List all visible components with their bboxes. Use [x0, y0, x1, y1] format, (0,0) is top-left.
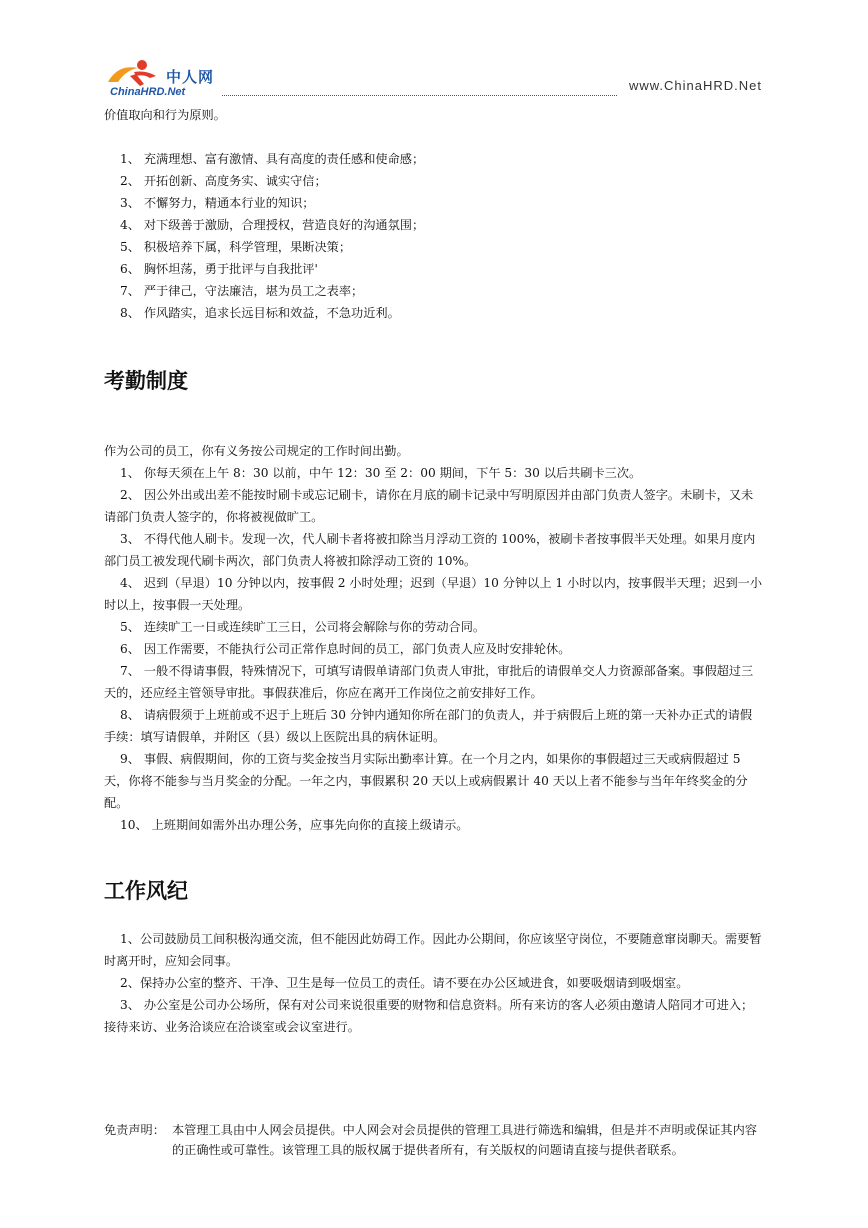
list-item: 3、 不得代他人刷卡。发现一次，代人刷卡者将被扣除当月浮动工资的 100%，被刷卡者按事假半天处理。如果月度内部门员工被发现代刷卡两次，部门负责人将被扣除浮动工资的 10%。	[104, 532, 756, 568]
list-item: 1、 你每天须在上午 8：30 以前，中午 12：30 至 2：00 期间，下午 5：30 以后共刷卡三次。	[120, 466, 642, 480]
disclaimer-text: 本管理工具由中人网会员提供。中人网会对会员提供的管理工具进行筛选和编辑，但是并不声明或保证其内容的正确性或可靠性。该管理工具的版权属于提供者所有，有关版权的问题请直接与提供者联系。	[172, 1123, 757, 1157]
discipline-list	[104, 928, 764, 1038]
list-item: 4、 对下级善于激励，合理授权，营造良好的沟通氛围；	[120, 218, 425, 232]
attendance-list	[104, 462, 764, 836]
list-item: 3、 办公室是公司办公场所，保有对公司来说很重要的财物和信息资料。所有来访的客人必须由邀请人陪同才可进入；接待来访、业务洽谈应在洽谈室或会议室进行。	[104, 998, 754, 1034]
list-item: 8、 作风踏实，追求长远目标和效益，不急功近利。	[120, 306, 400, 320]
disclaimer-label: 免责声明：	[104, 1123, 165, 1137]
list-item: 1、公司鼓励员工间积极沟通交流，但不能因此妨碍工作。因此办公期间，你应该坚守岗位，不要随意窜岗聊天。需要暂时离开时，应知会同事。	[104, 932, 762, 968]
logo-figure-icon	[104, 58, 164, 88]
chinahrd-logo	[104, 58, 234, 100]
logo-chinese-text: 中人网	[166, 68, 215, 86]
list-item: 2、 开拓创新、高度务实、诚实守信；	[120, 174, 327, 188]
header-dotted-rule	[222, 95, 617, 96]
attendance-lead: 作为公司的员工，你有义务按公司规定的工作时间出勤。	[104, 444, 409, 458]
list-item: 4、 迟到（早退）10 分钟以内，按事假 2 小时处理；迟到（早退）10 分钟以上 1 小时以内，按事假半天理；迟到一小时以上，按事假一天处理。	[104, 576, 763, 612]
disclaimer	[104, 1120, 768, 1160]
list-item: 8、 请病假须于上班前或不迟于上班后 30 分钟内通知你所在部门的负责人，并于病假后上班的第一天补办正式的请假手续：填写请假单，并附区（县）级以上医院出具的病休证明。	[104, 708, 753, 744]
list-item: 5、 积极培养下属，科学管理，果断决策；	[120, 240, 352, 254]
list-item: 1、 充满理想、富有激情、具有高度的责任感和使命感；	[120, 152, 425, 166]
list-item: 5、 连续旷工一日或连续旷工三日，公司将会解除与你的劳动合同。	[120, 620, 486, 634]
list-item: 2、 因公外出或出差不能按时刷卡或忘记刷卡，请你在月底的刷卡记录中写明原因并由部门负责人签字。未刷卡，又未请部门负责人签字的，你将被视做旷工。	[104, 488, 754, 524]
intro-tail: 价值取向和行为原则。	[104, 108, 226, 122]
list-item: 6、 胸怀坦荡，勇于批评与自我批评'	[120, 262, 318, 276]
list-item: 9、 事假、病假期间，你的工资与奖金按当月实际出勤率计算。在一个月之内，如果你的事假超过三天或病假超过 5 天，你将不能参与当月奖金的分配。一年之内，事假累积 20 天以上或病假累计 40 天以上者不能参与当年年终奖金的分配。	[104, 752, 748, 810]
list-item: 10、 上班期间如需外出办理公务，应事先向你的直接上级请示。	[120, 818, 469, 832]
attendance-heading: 考勤制度	[104, 369, 188, 393]
page-header	[104, 58, 762, 100]
document-body	[104, 104, 764, 1038]
site-url: www.ChinaHRD.Net	[628, 78, 762, 93]
logo-english-text: ChinaHRD.Net	[110, 86, 186, 98]
list-item: 3、 不懈努力，精通本行业的知识；	[120, 196, 315, 210]
list-item: 2、保持办公室的整齐、干净、卫生是每一位员工的责任。请不要在办公区域进食，如要吸烟请到吸烟室。	[120, 976, 689, 990]
discipline-heading: 工作风纪	[104, 879, 188, 903]
list-item: 7、 严于律己，守法廉洁，堪为员工之表率；	[120, 284, 364, 298]
list-item: 7、 一般不得请事假，特殊情况下，可填写请假单请部门负责人审批，审批后的请假单交人力资源部备案。事假超过三天的，还应经主管领导审批。事假获准后，你应在离开工作岗位之前安排好工作。	[104, 664, 754, 700]
list-item: 6、 因工作需要，不能执行公司正常作息时间的员工，部门负责人应及时安排轮休。	[120, 642, 571, 656]
principles-list	[104, 148, 764, 324]
